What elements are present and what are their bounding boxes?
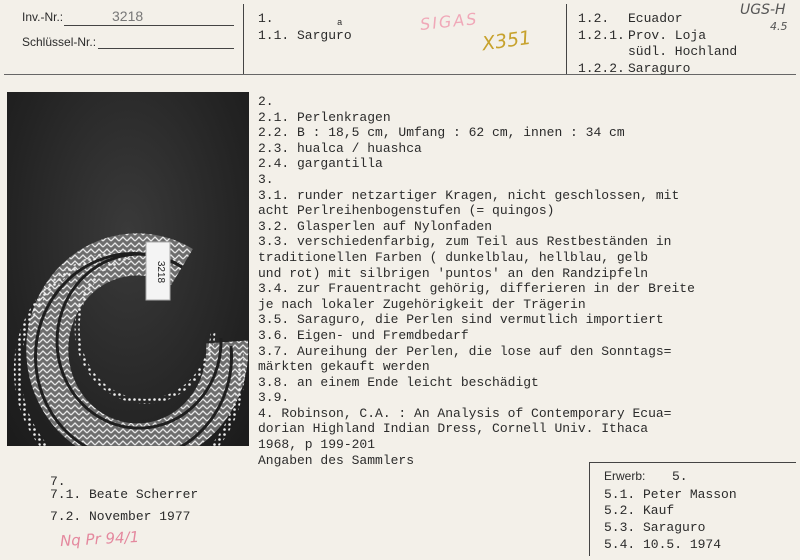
text-line: märkten gekauft werden xyxy=(258,359,430,375)
text-line: 2.3. hualca / huashca xyxy=(258,140,422,156)
text-line: 1968, p 199-201 xyxy=(258,437,376,453)
text-line: 3.6. Eigen- und Fremdbedarf xyxy=(258,327,469,343)
text-line: und rot) mit silbrigen 'puntos' an den Randzipfeln xyxy=(258,265,649,281)
key-label: Schlüssel-Nr.: xyxy=(22,35,97,49)
section5-top-rule xyxy=(589,462,796,463)
ref-1-2-value: Ecuador xyxy=(628,11,683,26)
ref-1-2-2: 1.2.2. xyxy=(578,61,625,76)
photo-tag-text: 3218 xyxy=(155,260,166,284)
text-line: 3.3. verschiedenfarbig, zum Teil aus Restbeständen in xyxy=(258,234,672,250)
section5-line4: 5.4. 10.5. 1974 xyxy=(604,537,722,552)
text-line: 2.4. gargantilla xyxy=(258,156,383,172)
text-line: 3.5. Saraguro, die Perlen sind vermutlich importiert xyxy=(258,312,664,328)
section7-line1: 7.1. Beate Scherrer xyxy=(50,487,199,502)
corner-note: UGS-H xyxy=(740,2,786,18)
section5-line3: 5.3. Saraguro xyxy=(604,520,706,535)
text-line: 3.1. runder netzartiger Kragen, nicht geschlossen, mit xyxy=(258,187,680,203)
ref-1-2-1-value: Prov. Loja xyxy=(628,28,707,43)
text-line: 2.1. Perlenkragen xyxy=(258,109,391,125)
text-line: acht Perlreihenbogenstufen (= quingos) xyxy=(258,203,555,219)
text-line: 3.7. Aureihung der Perlen, die lose auf den Sonntags= xyxy=(258,343,672,359)
ref-1-2-1-value2: südl. Hochland xyxy=(628,44,738,59)
stamp-text: SIGAS xyxy=(419,9,480,34)
text-line: 3.4. zur Frauentracht gehörig, differieren in der Breite xyxy=(258,281,695,297)
main-text-block xyxy=(258,94,695,468)
text-line: 4. Robinson, C.A. : An Analysis of Contemporary Ecua= xyxy=(258,405,672,421)
section5-left-rule xyxy=(589,462,590,556)
section5-label: Erwerb: xyxy=(604,469,646,483)
text-line: 2.2. B : 18,5 cm, Umfang : 62 cm, innen : 34 cm xyxy=(258,125,625,141)
ref-1-2: 1.2. xyxy=(578,11,610,26)
text-line: 3.2. Glasperlen auf Nylonfaden xyxy=(258,218,493,234)
inv-value: 3218 xyxy=(112,8,144,24)
ref-1-2-2-value: Saraguro xyxy=(628,61,691,76)
text-line: 2. xyxy=(258,94,274,109)
section5-line1: 5.1. Peter Masson xyxy=(604,487,737,502)
ref-1-2-1: 1.2.1. xyxy=(578,28,625,43)
corner-note-2: 4.5 xyxy=(770,20,788,33)
inv-label: Inv.-Nr.: xyxy=(22,10,64,24)
ref-1-1: 1.1. Sarguro xyxy=(258,28,352,43)
text-line: 3.8. an einem Ende leicht beschädigt xyxy=(258,374,539,390)
text-line: traditionellen Farben ( dunkelblau, hellblau, gelb xyxy=(258,249,649,265)
text-line: 3. xyxy=(258,171,274,187)
inv-underline xyxy=(64,25,234,26)
key-underline xyxy=(98,48,234,49)
header-divider-right xyxy=(566,4,567,74)
text-line: 3.9. xyxy=(258,390,290,406)
section7-line2: 7.2. November 1977 xyxy=(50,509,191,524)
header-divider-left xyxy=(243,4,244,74)
text-line: Angaben des Sammlers xyxy=(258,452,415,468)
collar-photo xyxy=(7,92,249,446)
handwritten-x-number: X351 xyxy=(480,26,533,56)
beaded-collar-image xyxy=(7,92,249,446)
section5-line2: 5.2. Kauf xyxy=(604,503,675,518)
section5-head: 5. xyxy=(672,469,688,484)
section7-head: 7. xyxy=(50,474,66,489)
ref-1: 1. xyxy=(258,11,274,26)
section7-handwritten: Nq Pr 94/1 xyxy=(59,527,140,551)
text-line: dorian Highland Indian Dress, Cornell Univ. Ithaca xyxy=(258,421,649,437)
text-line: je nach lokaler Zugehörigkeit der Trägerin xyxy=(258,296,586,312)
ref-1-1-superscript: a xyxy=(337,18,343,28)
